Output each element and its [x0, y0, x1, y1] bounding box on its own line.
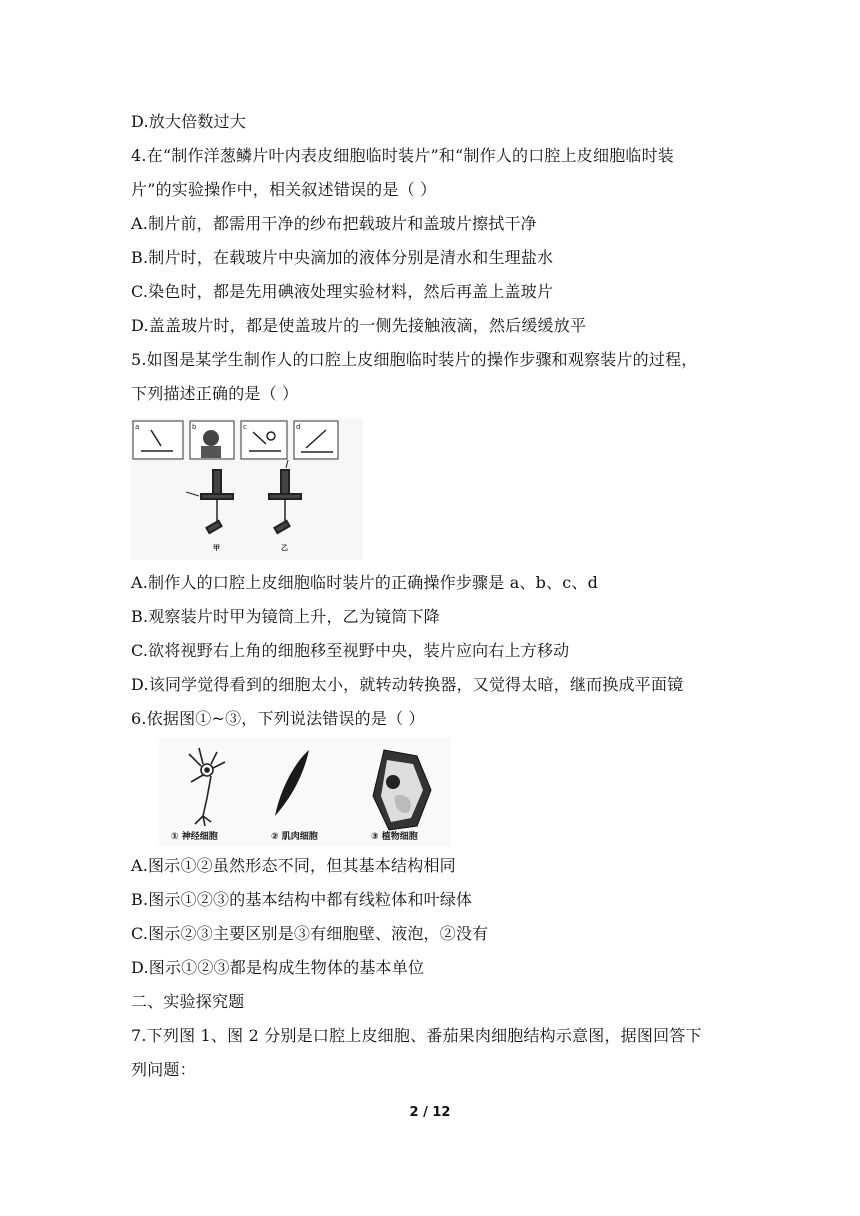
text-line: B.观察装片时甲为镜筒上升，乙为镜筒下降	[131, 607, 440, 626]
text-line: C.欲将视野右上角的细胞移至视野中央，装片应向右上方移动	[131, 641, 570, 660]
page-number: 2 / 12	[409, 1105, 451, 1120]
text-line: D.图示①②③都是构成生物体的基本单位	[131, 958, 425, 977]
text-line: D.该同学觉得看到的细胞太小，就转动转换器，又觉得太暗，继而换成平面镜	[131, 675, 684, 694]
text-line: 5.如图是某学生制作人的口腔上皮细胞临时装片的操作步骤和观察装片的过程，	[131, 350, 698, 369]
panel-label: c	[243, 423, 247, 431]
text-line: A.制作人的口腔上皮细胞临时装片的正确操作步骤是 a、b、c、d	[131, 573, 599, 592]
text-line: 列问题：	[131, 1060, 196, 1079]
figure-q5	[131, 418, 363, 560]
text-line: C.图示②③主要区别是③有细胞壁、液泡，②没有	[131, 924, 489, 943]
text-line: 片”的实验操作中，相关叙述错误的是（ ）	[131, 180, 437, 199]
microscope-label: 乙	[281, 544, 288, 552]
text-line: D.盖盖玻片时，都是使盖玻片的一侧先接触液滴，然后缓缓放平	[131, 316, 587, 335]
text-line: 下列描述正确的是（ ）	[131, 384, 299, 403]
text-line: A.制片前，都需用干净的纱布把载玻片和盖玻片擦拭干净	[131, 214, 537, 233]
text-line: 4.在“制作洋葱鳞片叶内表皮细胞临时装片”和“制作人的口腔上皮细胞临时装	[131, 146, 675, 165]
panel-label: b	[192, 423, 197, 431]
figure-caption: ① 神经细胞	[171, 832, 218, 842]
text-line: 7.下列图 1、图 2 分别是口腔上皮细胞、番茄果肉细胞结构示意图，据图回答下	[131, 1026, 702, 1045]
figure-caption: ③ 植物细胞	[371, 832, 418, 842]
text-line: A.图示①②虽然形态不同，但其基本结构相同	[131, 856, 456, 875]
figure-caption: ② 肌肉细胞	[271, 832, 318, 842]
section-heading: 二、实验探究题	[131, 992, 245, 1011]
figure-q6	[159, 738, 451, 846]
panel-label: d	[296, 423, 301, 431]
panel-label: a	[135, 423, 140, 431]
text-line: C.染色时，都是先用碘液处理实验材料，然后再盖上盖玻片	[131, 282, 554, 301]
text-line: 6.依据图①~③，下列说法错误的是（ ）	[131, 709, 425, 728]
text-line: B.图示①②③的基本结构中都有线粒体和叶绿体	[131, 890, 473, 909]
text-line: B.制片时，在载玻片中央滴加的液体分别是清水和生理盐水	[131, 248, 554, 267]
text-line: D.放大倍数过大	[131, 112, 246, 131]
microscope-label: 甲	[213, 544, 220, 552]
